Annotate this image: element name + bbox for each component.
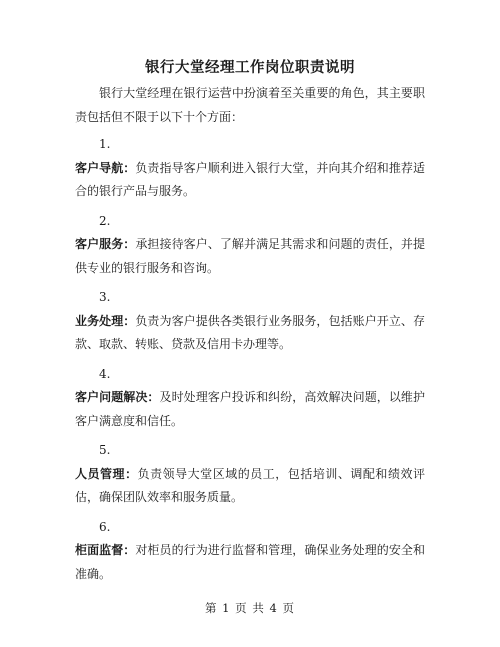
section-text: 对柜员的行为进行监督和管理，确保业务处理的安全和准确。 (75, 543, 425, 581)
section-text: 及时处理客户投诉和纠纷，高效解决问题，以维护客户满意度和信任。 (75, 390, 425, 428)
document-body (75, 82, 425, 592)
section-text: 承担接待客户、了解并满足其需求和问题的责任，并提供专业的银行服务和咨询。 (75, 237, 425, 275)
section-number-3: 3. (99, 290, 111, 304)
section-number-4: 4. (99, 366, 111, 381)
section-3 (75, 310, 425, 357)
document-title: 银行大堂经理工作岗位职责说明 (145, 59, 355, 76)
section-text: 负责为客户提供各类银行业务服务，包括账户开立、存款、取款、转账、贷款及信用卡办理等。 (75, 313, 425, 351)
section-label: 柜面监督： (75, 543, 136, 557)
section-label: 客户导航： (75, 160, 136, 175)
section-text: 负责领导大堂区域的员工，包括培训、调配和绩效评估，确保团队效率和服务质量。 (75, 466, 425, 504)
section-number-1: 1. (99, 137, 111, 151)
page-footer: 第 1 页 共 4 页 (205, 601, 295, 615)
section-6 (75, 539, 425, 586)
section-1 (75, 157, 425, 204)
section-number-6: 6. (99, 519, 111, 534)
section-label: 人员管理： (75, 466, 138, 481)
section-label: 客户问题解决： (75, 390, 160, 404)
section-number-2: 2. (99, 213, 111, 228)
section-number-5: 5. (99, 443, 111, 457)
section-label: 业务处理： (75, 313, 136, 328)
intro-paragraph: 银行大堂经理在银行运营中扮演着至关重要的角色，其主要职责包括但不限于以下十个方面： (75, 86, 425, 124)
section-5 (75, 463, 425, 510)
section-text: 负责指导客户顺利进入银行大堂，并向其介绍和推荐适合的银行产品与服务。 (75, 160, 425, 198)
section-label: 客户服务： (75, 237, 136, 251)
section-2 (75, 233, 425, 280)
section-4 (75, 386, 425, 433)
